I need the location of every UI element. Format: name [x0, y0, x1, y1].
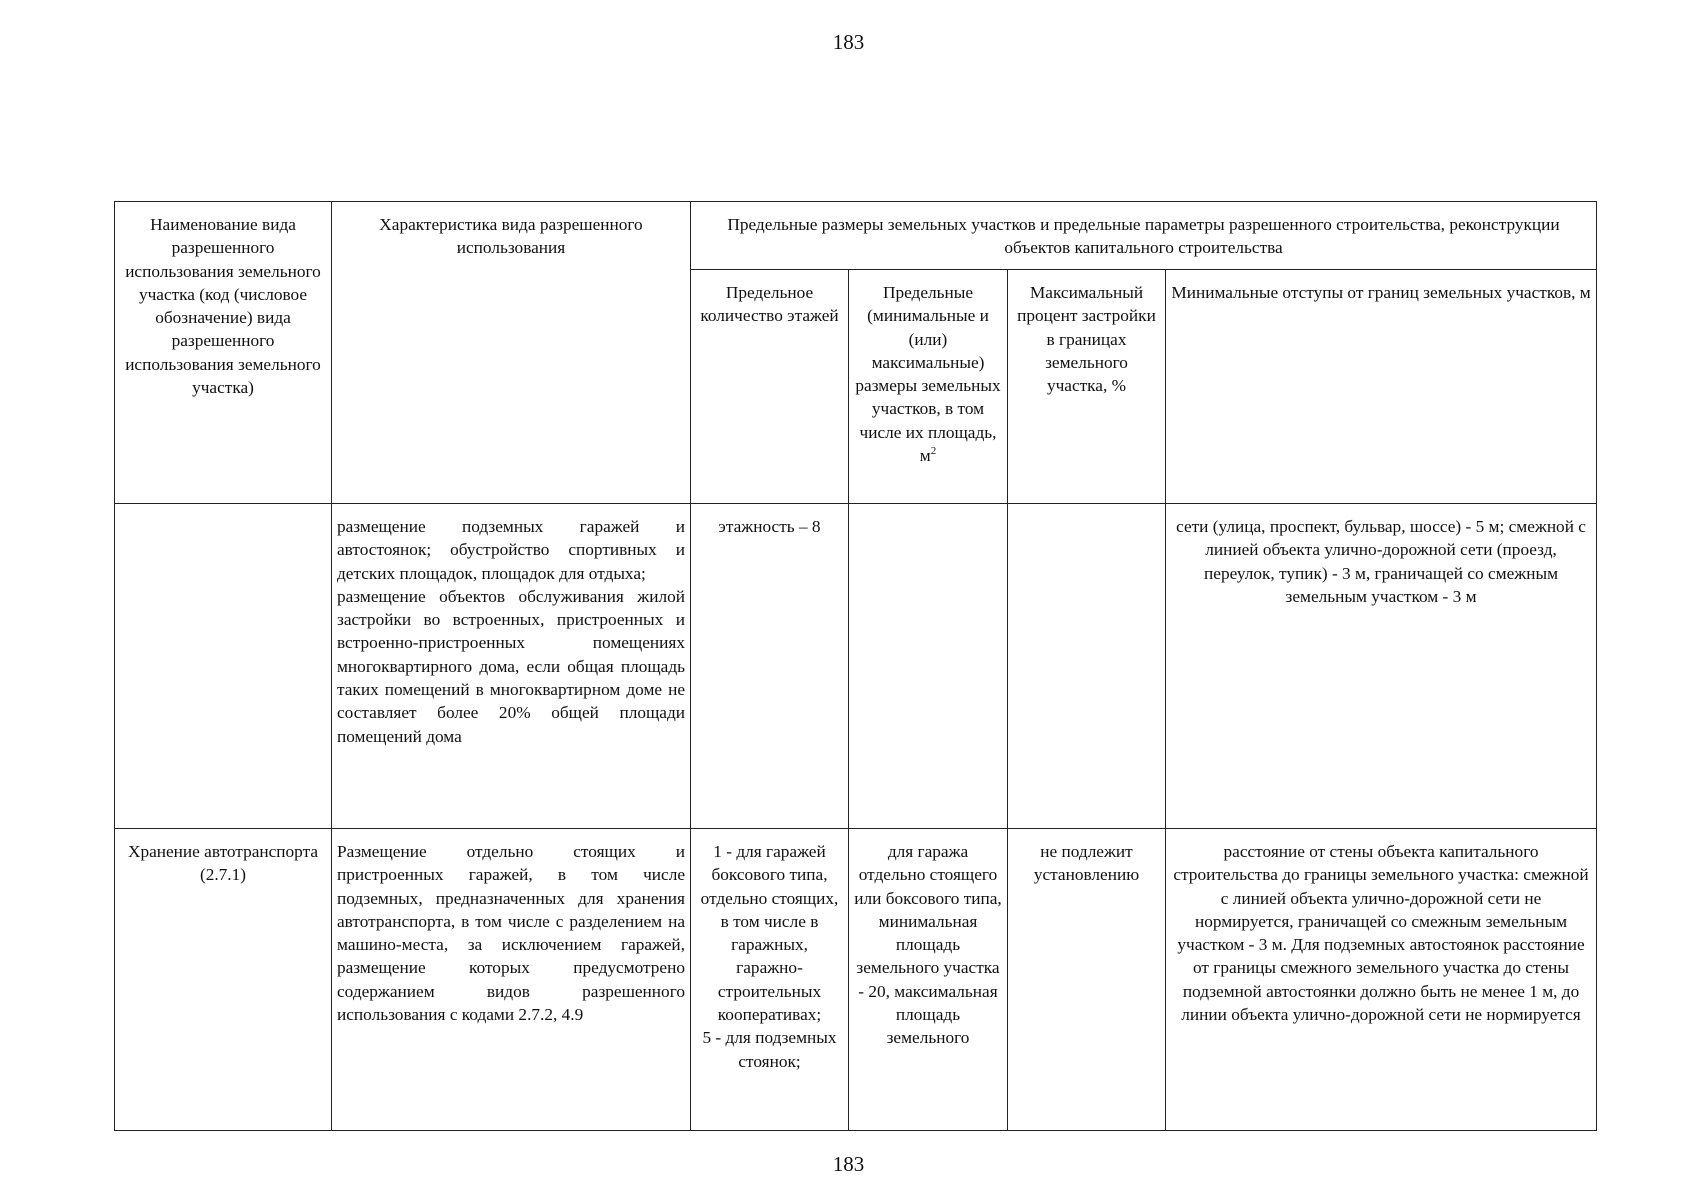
cell-use-name: Хранение автотранспорта (2.7.1)	[115, 829, 332, 1131]
cell-setbacks: расстояние от стены объекта капитального строительства до границы земельного участка: смежной с линией объекта улично-дорожной сети не нормируется, граничащей со смежным земельным участком - 3 м. Для подземных автостоянок расстояние от границы смежного земельного участка до стены подземной автостоянки должно быть не менее 1 м, до линии объекта улично-дорожной сети не нормируется	[1166, 829, 1597, 1131]
page-number-bottom: 183	[832, 1152, 865, 1176]
cell-plot-sizes: для гаража отдельно стоящего или боксового типа, минимальная площадь земельного участка - 20, максимальная площадь земельного	[849, 829, 1008, 1131]
regulations-table	[114, 201, 1597, 1131]
header-row-1	[115, 202, 1597, 270]
page-number-top: 183	[832, 30, 865, 54]
cell-floors: 1 - для гаражей боксового типа, отдельно стоящих, в том числе в гаражных, гаражно-строительных кооперативах; 5 - для подземных стоянок;	[691, 829, 849, 1131]
header-plot-sizes-sup: 2	[930, 445, 937, 458]
cell-use-name	[115, 504, 332, 829]
table-row	[115, 829, 1597, 1131]
header-use-name: Наименование вида разрешенного использования земельного участка (код (числовое обозначение) вида разрешенного использования земельного участка)	[115, 202, 332, 504]
cell-use-description: Размещение отдельно стоящих и пристроенных гаражей, в том числе подземных, предназначенных для хранения автотранспорта, в том числе с разделением на машино-места, за исключением гаражей, размещение которых предусмотрено содержанием видов разрешенного использования с кодами 2.7.2, 4.9	[332, 829, 691, 1131]
header-limits-group: Предельные размеры земельных участков и предельные параметры разрешенного строительства, реконструкции объектов капитального строительства	[691, 202, 1597, 270]
header-use-description: Характеристика вида разрешенного использования	[332, 202, 691, 504]
cell-build-percent: не подлежит установлению	[1008, 829, 1166, 1131]
header-plot-sizes	[849, 270, 1008, 504]
header-build-percent: Максимальный процент застройки в границах земельного участка, %	[1008, 270, 1166, 504]
cell-setbacks: сети (улица, проспект, бульвар, шоссе) - 5 м; смежной с линией объекта улично-дорожной сети (проезд, переулок, тупик) - 3 м, граничащей со смежным земельным участком - 3 м	[1166, 504, 1597, 829]
header-floors: Предельное количество этажей	[691, 270, 849, 504]
cell-plot-sizes	[849, 504, 1008, 829]
header-setbacks: Минимальные отступы от границ земельных участков, м	[1166, 270, 1597, 504]
header-plot-sizes-text: Предельные (минимальные и (или) максимальные) размеры земельных участков, в том числе их площадь, м	[855, 283, 1001, 466]
cell-build-percent	[1008, 504, 1166, 829]
cell-floors: этажность – 8	[691, 504, 849, 829]
cell-use-description: размещение подземных гаражей и автостоянок; обустройство спортивных и детских площадок, площадок для отдыха; размещение объектов обслуживания жилой застройки во встроенных, пристроенных и встроенно-пристроенных помещениях многоквартирного дома, если общая площадь таких помещений в многоквартирном доме не составляет более 20% общей площади помещений дома	[332, 504, 691, 829]
table-row	[115, 504, 1597, 829]
